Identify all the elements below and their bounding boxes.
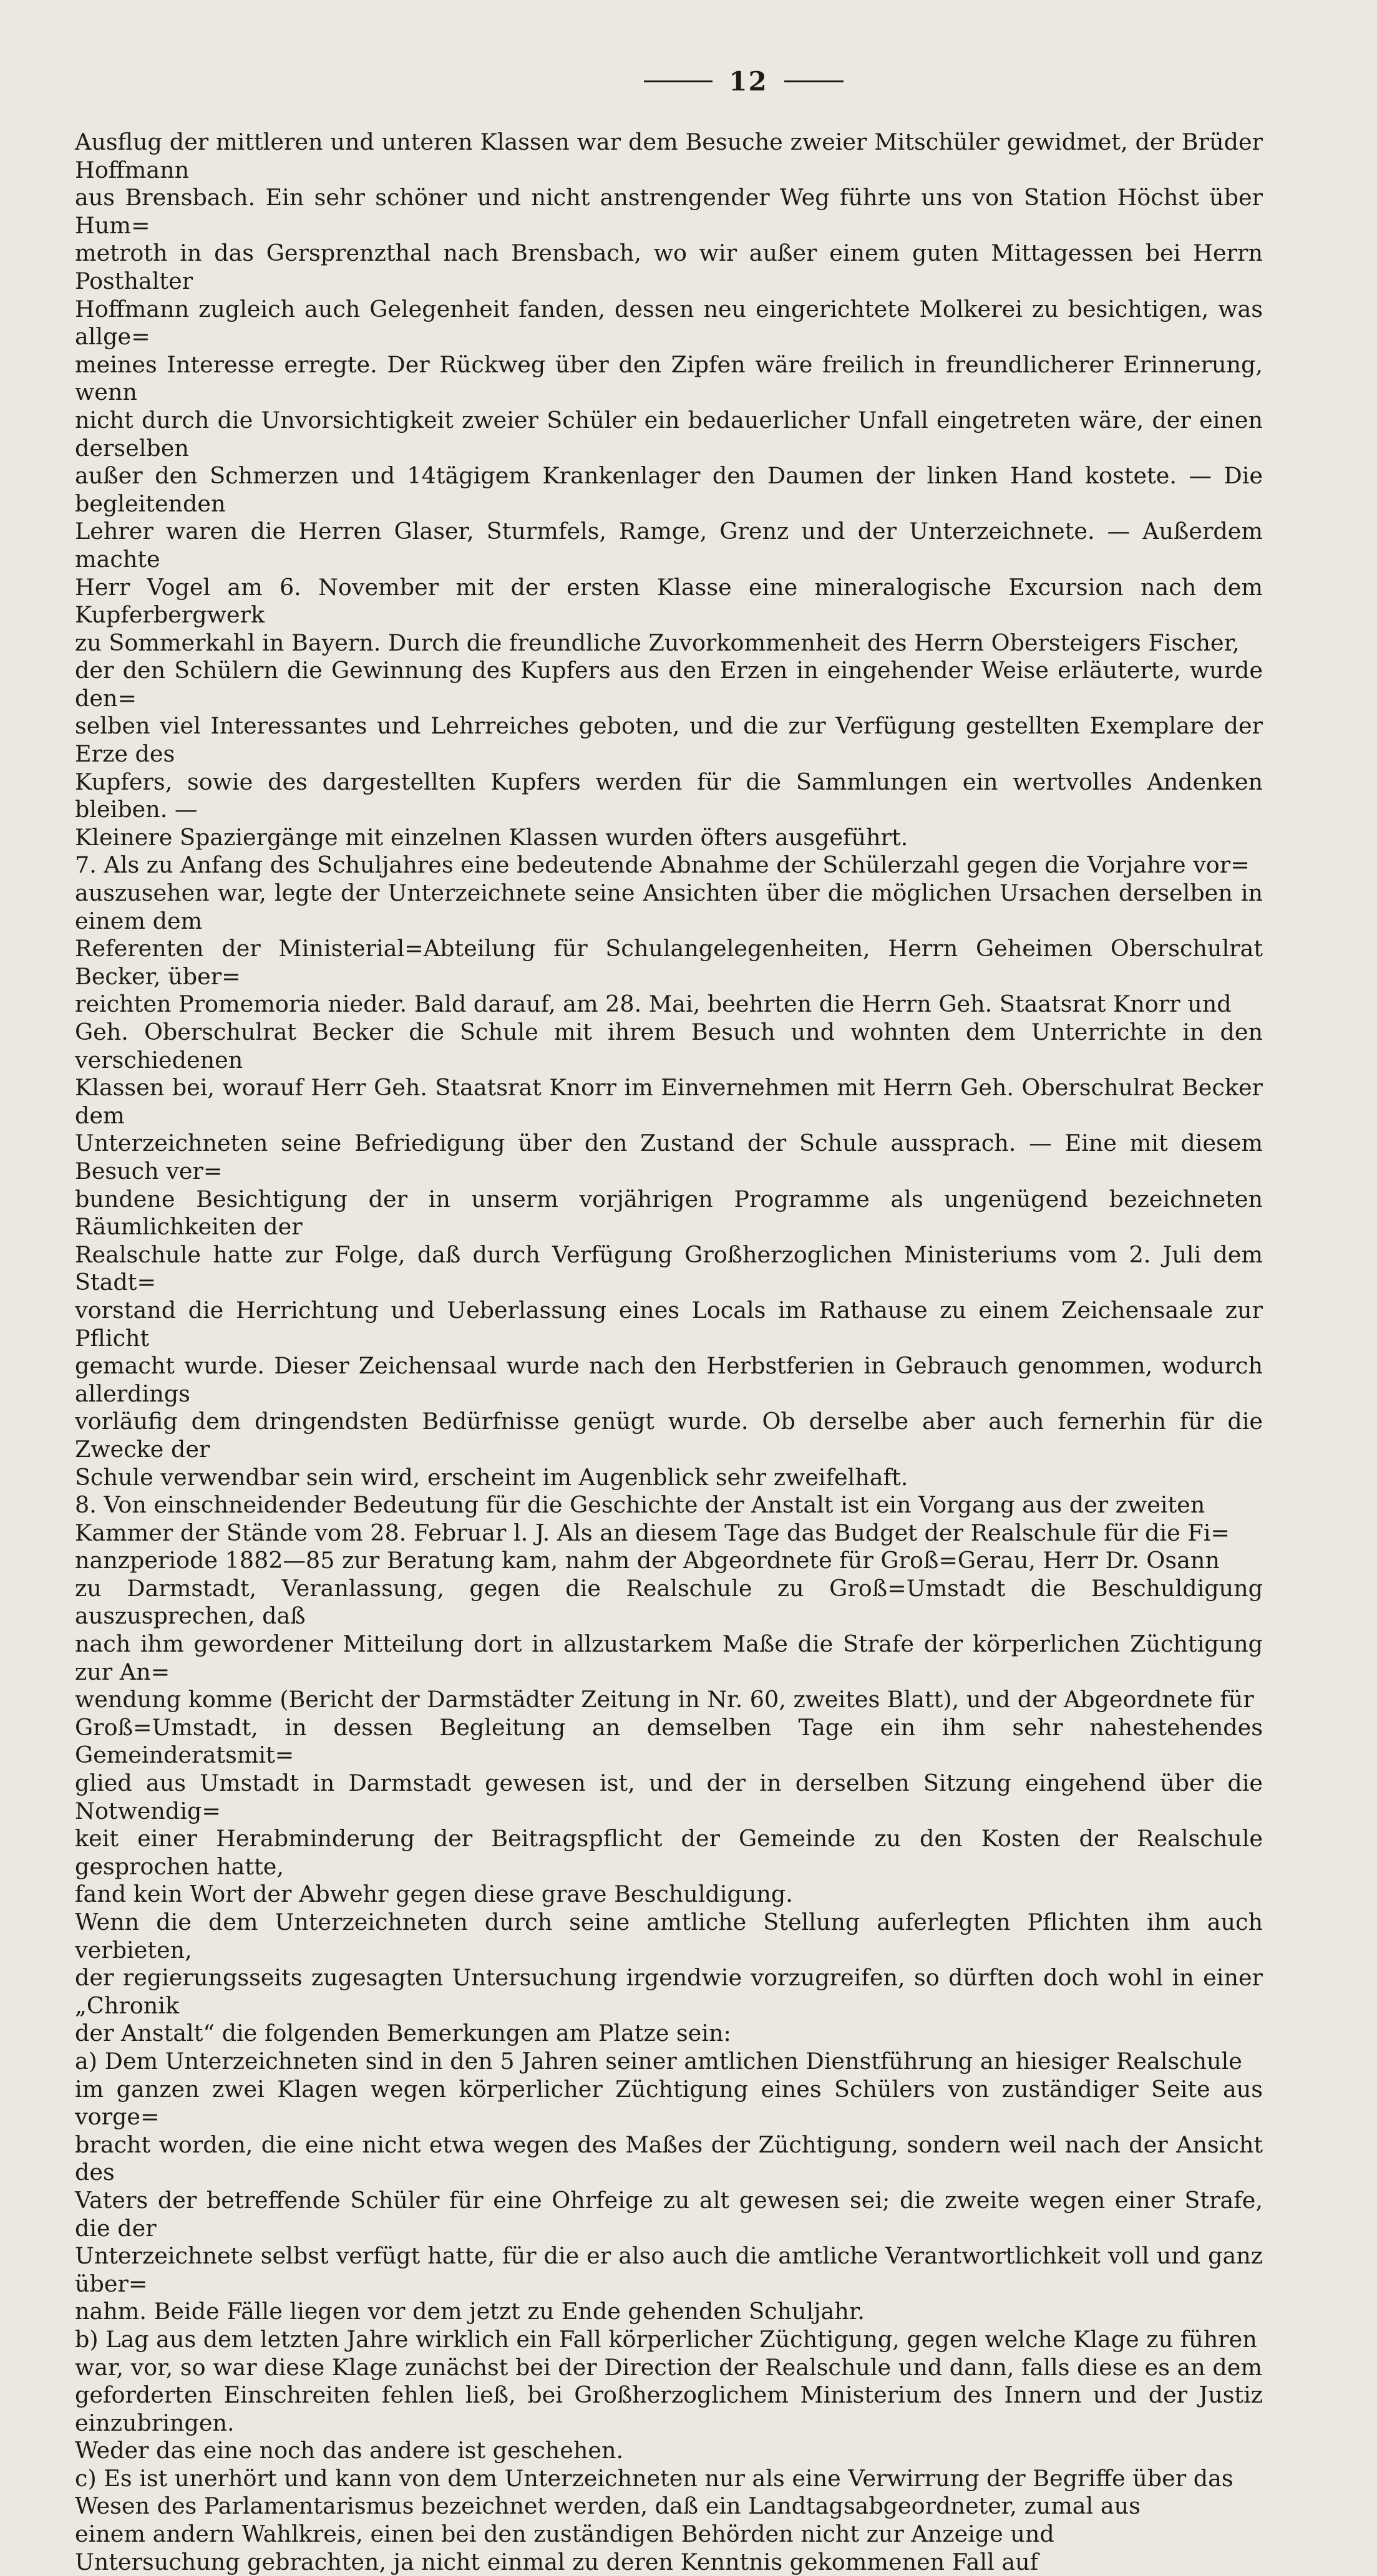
paragraph-excursion: Ausflug der mittleren und unteren Klassen war dem Besuche zweier Mitschüler gewidmet, der Brüder Hoffmann aus Brensbach. Ein sehr schöner und nicht anstrengender Weg führte uns von Station Höchst über Hum= metroth in das Gersprenzthal nach Brensbach, wo wir außer einem guten Mittagessen bei Herrn Posthalter Hoffmann zugleich auch Gelegenheit fanden, dessen neu eingerichtete Molkerei zu besichtigen, was allge= meines Interesse erregte. Der Rückweg über den Zipfen wäre freilich in freundlicherer Erinnerung, wenn nicht durch die Unvorsichtigkeit zweier Schüler ein bedauerlicher Unfall eingetreten wäre, der einen derselben außer den Schmerzen und 14tägigem Krankenlager den Daumen der linken Hand kostete. — Die begleitenden Lehrer waren die Herren Glaser, Sturmfels, Ramge, Grenz und der Unterzeichnete. — Außerdem machte Herr Vogel am 6. November mit der ersten Klasse eine mineralogische Excursion nach dem Kupferbergwerk zu Sommerkahl in Bayern. Durch die freundliche Zuvorkommenheit des Herrn Obersteigers Fischer, der den Schülern die Gewinnung des Kupfers aus den Erzen in eingehender Weise erläuterte, wurde den= selben viel Interessantes und Lehrreiches geboten, und die zur Verfügung gestellten Exemplare der Erze des Kupfers, sowie des dargestellten Kupfers werden für die Sammlungen ein wertvolles Andenken bleiben. — Kleinere Spaziergänge mit einzelnen Klassen wurden öfters ausgeführt. [75, 128, 1263, 851]
paragraph-remark-b: b) Lag aus dem letzten Jahre wirklich ein Fall körperlicher Züchtigung, gegen welche Klage zu führen war, vor, so war diese Klage zunächst bei der Direction der Realschule und dann, falls diese es an dem geforderten Einschreiten fehlen ließ, bei Großherzoglichem Ministerium des Innern und der Justiz einzubringen. Weder das eine noch das andere ist geschehen. [75, 2325, 1263, 2464]
paragraph-section-8: 8. Von einschneidender Bedeutung für die Geschichte der Anstalt ist ein Vorgang aus der zweiten Kammer der Stände vom 28. Februar l. J. Als an diesem Tage das Budget der Realschule für die Fi= nanzperiode 1882—85 zur Beratung kam, nahm der Abgeordnete für Groß=Gerau, Herr Dr. Osann zu Darmstadt, Veranlassung, gegen die Realschule zu Groß=Umstadt die Beschuldigung auszusprechen, daß nach ihm gewordener Mitteilung dort in allzustarkem Maße die Strafe der körperlichen Züchtigung zur An= wendung komme (Bericht der Darmstädter Zeitung in Nr. 60, zweites Blatt), und der Abgeordnete für Groß=Umstadt, in dessen Begleitung an demselben Tage ein ihm sehr nahestehendes Gemeinderatsmit= glied aus Umstadt in Darmstadt gewesen ist, und der in derselben Sitzung eingehend über die Notwendig= keit einer Herabminderung der Beitragspflicht der Gemeinde zu den Kosten der Realschule gesprochen hatte, fand kein Wort der Abwehr gegen diese grave Beschuldigung. [75, 1491, 1263, 1908]
page-header [225, 65, 1263, 97]
paragraph-remark-a: a) Dem Unterzeichneten sind in den 5 Jahren seiner amtlichen Dienstführung an hiesiger Realschule im ganzen zwei Klagen wegen körperlicher Züchtigung eines Schülers von zuständiger Seite aus vorge= bracht worden, die eine nicht etwa wegen des Maßes der Züchtigung, sondern weil nach der Ansicht des Vaters der betreffende Schüler für eine Ohrfeige zu alt gewesen sei; die zweite wegen einer Strafe, die der Unterzeichnete selbst verfügt hatte, für die er also auch die amtliche Verantwortlichkeit voll und ganz über= nahm. Beide Fälle liegen vor dem jetzt zu Ende gehenden Schuljahr. [75, 2047, 1263, 2325]
header-rule-left [644, 80, 713, 82]
header-rule-right [784, 80, 844, 82]
page-number: 12 [729, 65, 768, 97]
paragraph-section-7: 7. Als zu Anfang des Schuljahres eine bedeutende Abnahme der Schülerzahl gegen die Vorjahre vor= auszusehen war, legte der Unterzeichnete seine Ansichten über die möglichen Ursachen derselben in einem dem Referenten der Ministerial=Abteilung für Schulangelegenheiten, Herrn Geheimen Oberschulrat Becker, über= reichten Promemoria nieder. Bald darauf, am 28. Mai, beehrten die Herrn Geh. Staatsrat Knorr und Geh. Oberschulrat Becker die Schule mit ihrem Besuch und wohnten dem Unterrichte in den verschiedenen Klassen bei, worauf Herr Geh. Staatsrat Knorr im Einvernehmen mit Herrn Geh. Oberschulrat Becker dem Unterzeichneten seine Befriedigung über den Zustand der Schule aussprach. — Eine mit diesem Besuch ver= bundene Besichtigung der in unserm vorjährigen Programme als ungenügend bezeichneten Räumlichkeiten der Realschule hatte zur Folge, daß durch Verfügung Großherzoglichen Ministeriums vom 2. Juli dem Stadt= vorstand die Herrichtung und Ueberlassung eines Locals im Rathause zu einem Zeichensaale zur Pflicht gemacht wurde. Dieser Zeichensaal wurde nach den Herbstferien in Gebrauch genommen, wodurch allerdings vorläufig dem dringendsten Bedürfnisse genügt wurde. Ob derselbe aber auch fernerhin für die Zwecke der Schule verwendbar sein wird, erscheint im Augenblick sehr zweifelhaft. [75, 851, 1263, 1491]
paragraph-remarks-intro: Wenn die dem Unterzeichneten durch seine amtliche Stellung auferlegten Pflichten ihm auch verbieten, der regierungsseits zugesagten Untersuchung irgendwie vorzugreifen, so dürften doch wohl in einer „Chronik der Anstalt“ die folgenden Bemerkungen am Platze sein: [75, 1909, 1263, 2047]
paragraph-remark-c: c) Es ist unerhört und kann von dem Unterzeichneten nur als eine Verwirrung der Begriffe über das Wesen des Parlamentarismus bezeichnet werden, daß ein Landtagsabgeordneter, zumal aus einem andern Wahlkreis, einen bei den zuständigen Behörden nicht zur Anzeige und Untersuchung gebrachten, ja nicht einmal zu deren Kenntnis gekommenen Fall auf [75, 2464, 1233, 2575]
